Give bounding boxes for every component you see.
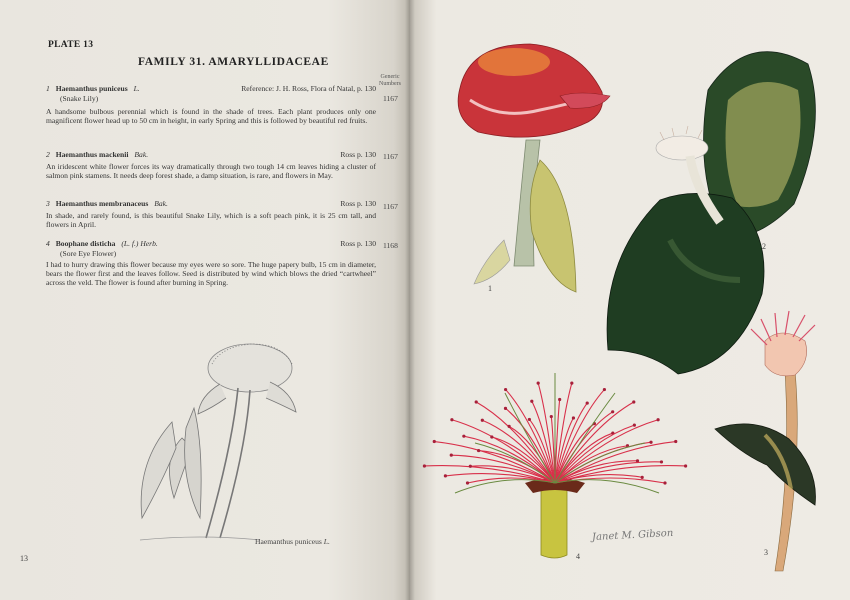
boophane-anther: [611, 410, 614, 413]
plate-label-3: 3: [764, 548, 768, 557]
book-gutter: [405, 0, 415, 600]
species-entry-1: [46, 84, 376, 125]
generic-header-line: Numbers: [379, 81, 401, 87]
species-name: Boophane disticha: [55, 239, 116, 248]
species-entry-4: [46, 239, 376, 287]
generic-numbers-header: [372, 74, 408, 88]
generic-number: 1167: [383, 202, 398, 211]
boophane-anther: [663, 481, 666, 484]
boophane-anther: [603, 388, 606, 391]
boophane-anther: [633, 424, 636, 427]
boophane-anther: [462, 435, 465, 438]
boophane-anther: [586, 401, 589, 404]
boophane-anther: [656, 418, 659, 421]
species-description: In shade, and rarely found, is this beautiful Snake Lily, which is a soft peach pink, it is 25 cm tall, and flowers in April.: [46, 211, 376, 229]
boophane-anther: [528, 418, 531, 421]
boophane-anther: [641, 476, 644, 479]
generic-number: 1168: [383, 241, 398, 250]
boophane-anther: [530, 400, 533, 403]
haemanthus-membranaceus-illustration: [705, 305, 825, 580]
species-name: Haemanthus puniceus: [55, 84, 128, 93]
boophane-anther: [649, 441, 652, 444]
generic-header-line: Generic: [380, 74, 400, 80]
caption-author: L.: [323, 537, 330, 546]
artist-signature: Janet M. Gibson: [591, 527, 674, 544]
boophane-anther: [477, 449, 480, 452]
boophane-anther: [684, 464, 687, 467]
boophane-anther: [423, 464, 426, 467]
reference: Reference: J. H. Ross, Flora of Natal, p. 130: [241, 84, 376, 93]
species-entry-3: [46, 199, 376, 229]
entry-number: 1: [46, 84, 50, 93]
boophane-anther: [469, 465, 472, 468]
species-author: (L. f.) Herb.: [121, 239, 158, 248]
species-name: Haemanthus membranaceus: [55, 199, 149, 208]
generic-number: 1167: [383, 94, 398, 103]
boophane-anther: [481, 419, 484, 422]
boophane-anther: [450, 454, 453, 457]
entry-number: 2: [46, 150, 50, 159]
haemanthus-puniceus-illustration: [440, 40, 620, 300]
reference: Ross p. 130: [340, 199, 376, 208]
reference: Ross p. 130: [340, 239, 376, 248]
entry-number: 3: [46, 199, 50, 208]
boophane-anther: [558, 398, 561, 401]
boophane-anther: [504, 407, 507, 410]
boophane-anther: [466, 481, 469, 484]
reference: Ross p. 130: [340, 150, 376, 159]
boophane-anther: [570, 382, 573, 385]
plate-number: PLATE 13: [48, 40, 94, 50]
species-description: An iridescent white flower forces its way dramatically through two tough 14 cm leaves hiding a cluster of salmon pink stamens. It needs deep forest shade, a damp situation, is rare, and flowers in May.: [46, 162, 376, 180]
boophane-anther: [550, 415, 553, 418]
boophane-anther: [508, 425, 511, 428]
species-description: A handsome bulbous perennial which is found in the shade of trees. Each plant produces only one magnificent flower head up to 50 cm in height, in early Spring and this is followed by beautiful red fruits.: [46, 107, 376, 125]
common-name: (Sore Eye Flower): [60, 249, 117, 258]
species-entry-2: [46, 150, 376, 180]
species-author: Bak.: [134, 150, 149, 159]
generic-number: 1167: [383, 152, 398, 161]
species-author: Bak.: [154, 199, 168, 208]
page-number: 13: [20, 554, 28, 563]
plate-label-4: 4: [576, 552, 580, 561]
boophane-anther: [475, 400, 478, 403]
plate-label-2: 2: [762, 242, 766, 251]
plate-label-1: 1: [488, 284, 492, 293]
boophane-anther: [632, 400, 635, 403]
pencil-sketch-illustration: [120, 338, 310, 548]
species-name: Haemanthus mackenii: [55, 150, 129, 159]
species-author: L.: [133, 84, 140, 93]
family-heading: FAMILY 31. AMARYLLIDACEAE: [138, 56, 329, 68]
boophane-anther: [450, 418, 453, 421]
boophane-anther: [537, 382, 540, 385]
boophane-anther: [490, 435, 493, 438]
common-name: (Snake Lily): [60, 94, 99, 103]
boophane-anther: [433, 440, 436, 443]
boophane-anther: [674, 440, 677, 443]
boophane-anther: [504, 388, 507, 391]
boophane-anther: [660, 460, 663, 463]
boophane-anther: [572, 416, 575, 419]
species-description: I had to hurry drawing this flower because my eyes were so sore. The huge papery bulb, 15 cm in diameter, bears the flower first and the leaves follow. Seed is distributed by wind which blows the dried “cartwheel” across the veld. The flower is found after burning in Spring.: [46, 260, 376, 287]
caption-species: Haemanthus puniceus: [255, 537, 322, 546]
boophane-anther: [444, 474, 447, 477]
entry-number: 4: [46, 239, 50, 248]
sketch-caption: [255, 537, 330, 546]
